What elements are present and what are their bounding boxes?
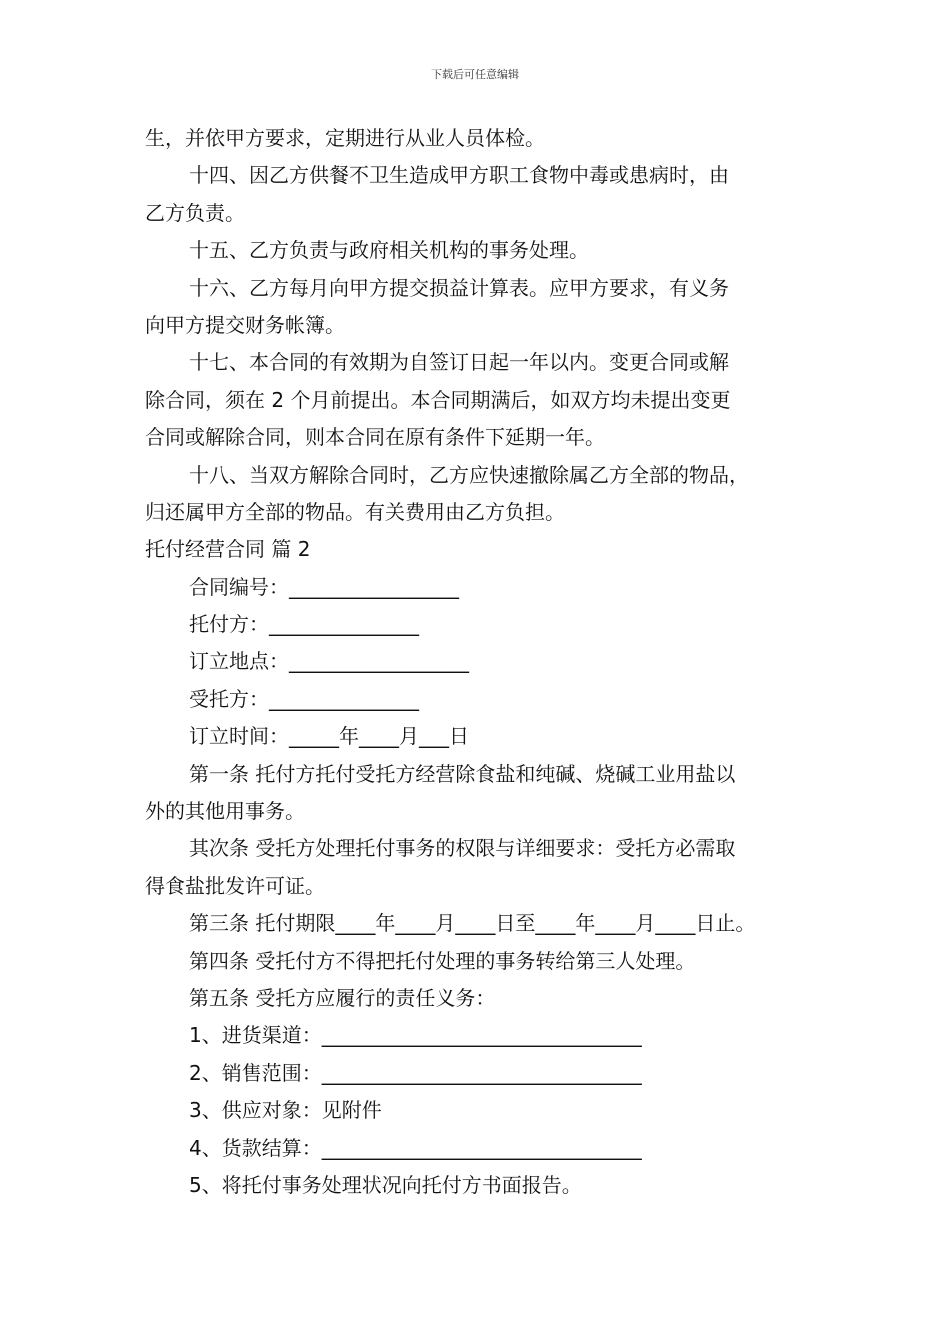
paragraph-line: 5、将托付事务处理状况向托付方书面报告。: [189, 1172, 582, 1197]
paragraph-line: 十八、当双方解除合同时，乙方应快速撤除属乙方全部的物品，: [189, 462, 749, 487]
paragraph-line: 十五、乙方负责与政府相关机构的事务处理。: [189, 238, 589, 263]
paragraph-line: 向甲方提交财务帐簿。: [145, 312, 345, 337]
paragraph-line: 十四、因乙方供餐不卫生造成甲方职工食物中毒或患病时，由: [189, 163, 729, 188]
document-body: [145, 120, 825, 1204]
paragraph-line: 托付经营合同 篇 2: [145, 537, 311, 562]
paragraph-line: 得食盐批发许可证。: [145, 873, 325, 898]
paragraph-line: 4、货款结算：________________________________: [189, 1135, 642, 1160]
paragraph-line: 受托方：_______________: [189, 686, 419, 711]
paragraph-line: 十七、本合同的有效期为自签订日起一年以内。变更合同或解: [189, 350, 729, 375]
paragraph-line: 十六、乙方每月向甲方提交损益计算表。应甲方要求，有义务: [189, 275, 729, 300]
paragraph-line: 托付方：_______________: [189, 612, 419, 637]
paragraph-line: 合同或解除合同，则本合同在原有条件下延期一年。: [145, 425, 605, 450]
paragraph-line: 其次条 受托方处理托付事务的权限与详细要求：受托方必需取: [189, 836, 736, 861]
paragraph-line: 生，并依甲方要求，定期进行从业人员体检。: [145, 126, 545, 150]
page-header: 下载后可任意编辑: [431, 68, 519, 81]
paragraph-line: 乙方负责。: [145, 200, 245, 225]
paragraph-line: 归还属甲方全部的物品。有关费用由乙方负担。: [145, 499, 565, 524]
paragraph-line: 外的其他用事务。: [145, 799, 305, 824]
paragraph-line: 合同编号：_________________: [189, 574, 459, 599]
paragraph-line: 第五条 受托方应履行的责任义务：: [189, 985, 496, 1010]
paragraph-line: 除合同，须在 2 个月前提出。本合同期满后，如双方均未提出变更: [145, 387, 731, 412]
paragraph-line: 3、供应对象：见附件: [189, 1098, 382, 1123]
paragraph-line: 第三条 托付期限____年____月____日至____年____月____日止。: [189, 911, 756, 936]
paragraph-line: 2、销售范围：________________________________: [189, 1060, 642, 1085]
paragraph-line: 订立时间：_____年____月___日: [189, 724, 469, 749]
paragraph-line: 1、进货渠道：________________________________: [189, 1023, 642, 1048]
paragraph-line: 第一条 托付方托付受托方经营除食盐和纯碱、烧碱工业用盐以: [189, 761, 736, 786]
paragraph-line: 订立地点：__________________: [189, 649, 469, 674]
paragraph-line: 第四条 受托付方不得把托付处理的事务转给第三人处理。: [189, 948, 696, 973]
